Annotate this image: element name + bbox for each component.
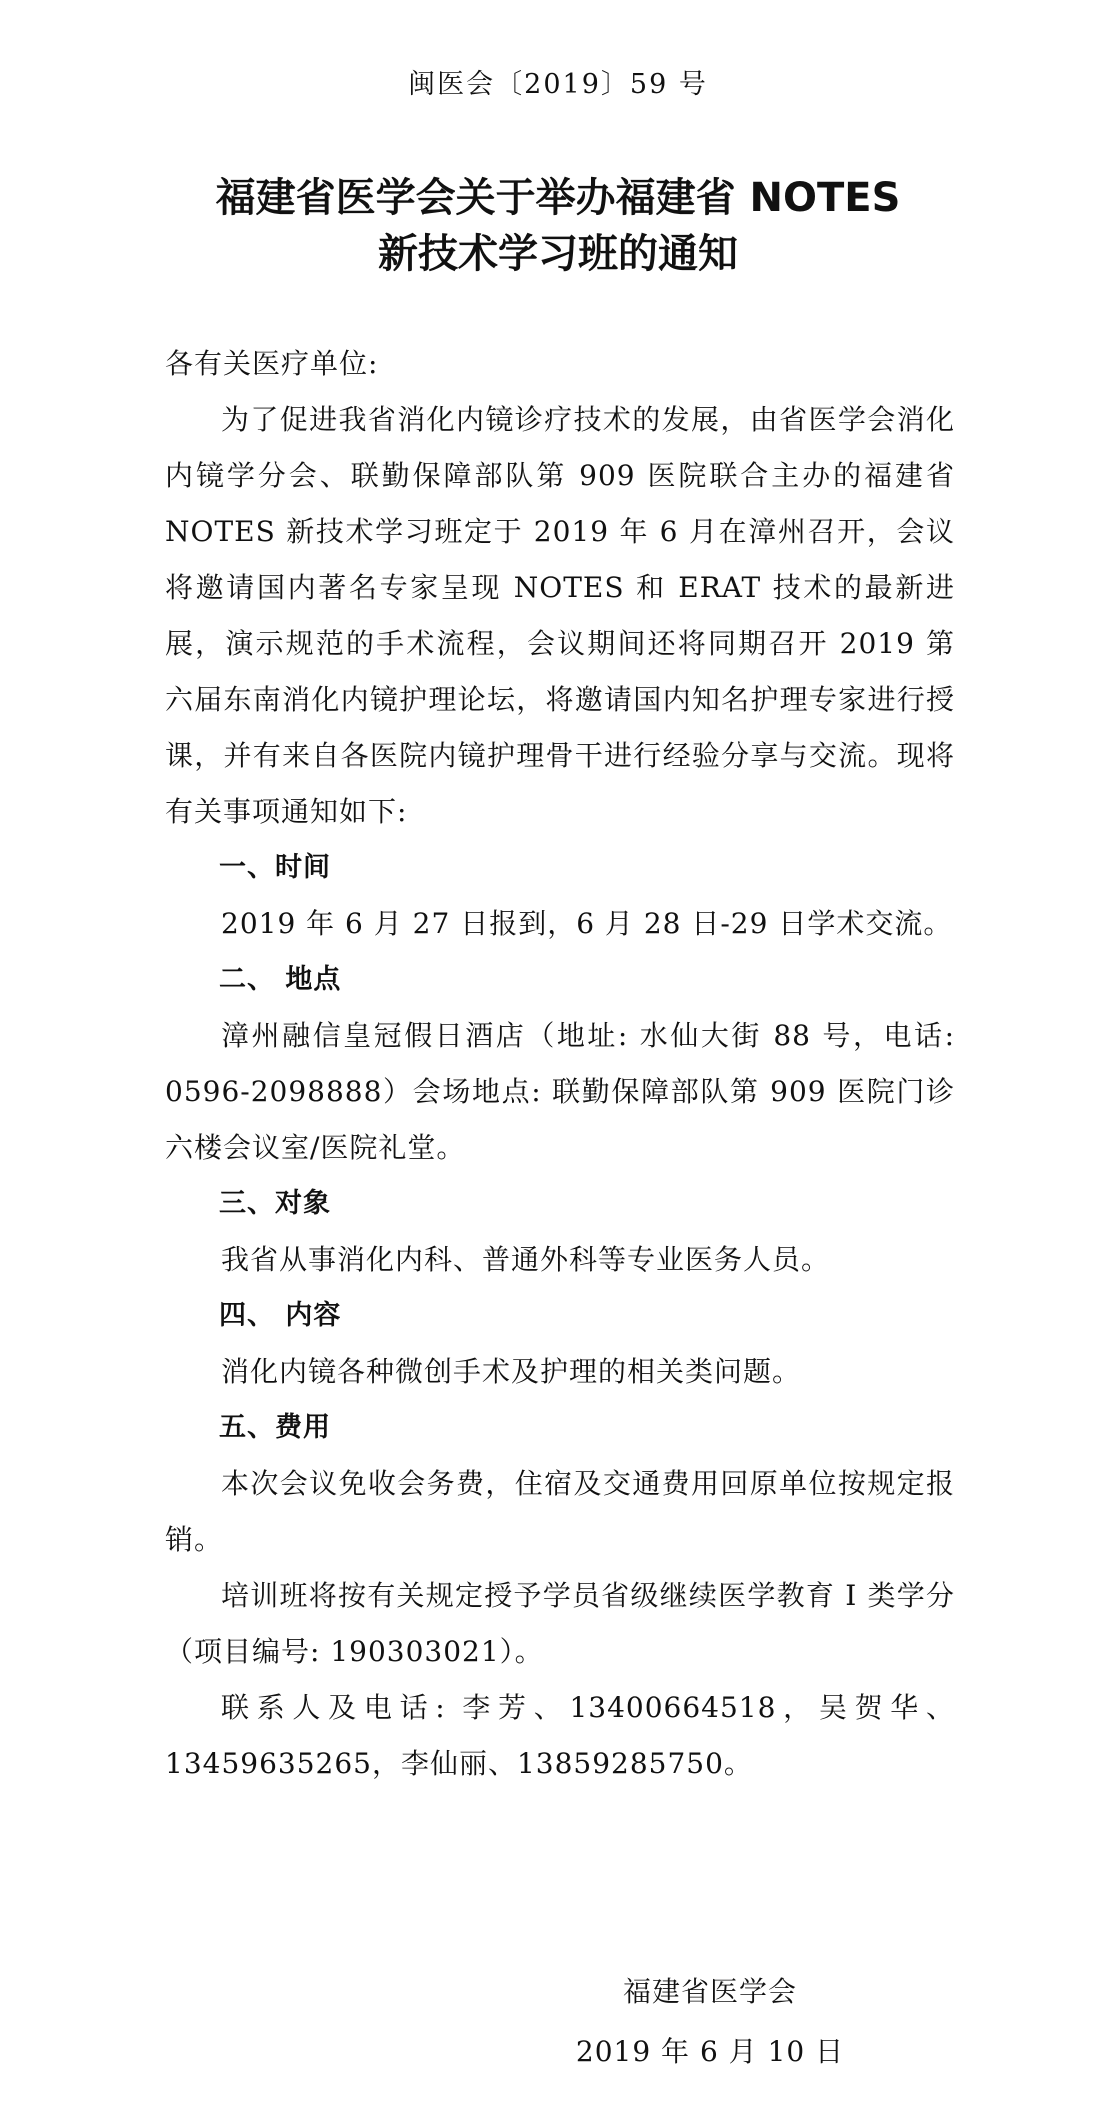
signature-organization: 福建省医学会 <box>622 1975 797 2008</box>
section-heading-content: 四、 内容 <box>219 1300 342 1331</box>
salutation: 各有关医疗单位: <box>165 347 379 380</box>
section-text-time: 2019 年 6 月 27 日报到，6 月 28 日-29 日学术交流。 <box>221 907 953 940</box>
title-line-1: 福建省医学会关于举办福建省 NOTES <box>215 175 901 221</box>
signature-date: 2019 年 6 月 10 日 <box>575 2035 845 2068</box>
section-text-fees: 本次会议免收会务费，住宿及交通费用回原单位按规定报销。 <box>165 1467 955 1556</box>
document-body <box>165 336 955 1792</box>
title-line-2: 新技术学习班的通知 <box>378 231 738 277</box>
contact-info: 联系人及电话: 李芳、13400664518，吴贺华、13459635265，李仙丽、13859285750。 <box>165 1691 955 1780</box>
section-text-location: 漳州融信皇冠假日酒店（地址: 水仙大街 88 号，电话: 0596-2098888）会场地点: 联勤保障部队第 909 医院门诊六楼会议室/医院礼堂。 <box>165 1019 955 1164</box>
document-title <box>0 170 1116 282</box>
section-heading-fees: 五、费用 <box>219 1412 331 1443</box>
document-number: 闽医会〔2019〕59 号 <box>408 69 708 100</box>
credit-note: 培训班将按有关规定授予学员省级继续医学教育 I 类学分（项目编号: 190303021）。 <box>165 1579 955 1668</box>
section-heading-location: 二、 地点 <box>219 964 342 995</box>
intro-paragraph: 为了促进我省消化内镜诊疗技术的发展，由省医学会消化内镜学分会、联勤保障部队第 909 医院联合主办的福建省 NOTES 新技术学习班定于 2019 年 6 月在漳州召开，会议将邀请国内著名专家呈现 NOTES 和 ERAT 技术的最新进展，演示规范的手术流程，会议期间还将同期召开 2019 第六届东南消化内镜护理论坛，将邀请国内知名护理专家进行授课，并有来自各医院内镜护理骨干进行经验分享与交流。现将有关事项通知如下: <box>165 403 955 828</box>
section-text-content: 消化内镜各种微创手术及护理的相关类问题。 <box>221 1355 802 1388</box>
section-heading-audience: 三、对象 <box>219 1188 331 1219</box>
section-heading-time: 一、时间 <box>219 852 331 883</box>
section-text-audience: 我省从事消化内科、普通外科等专业医务人员。 <box>221 1243 831 1276</box>
